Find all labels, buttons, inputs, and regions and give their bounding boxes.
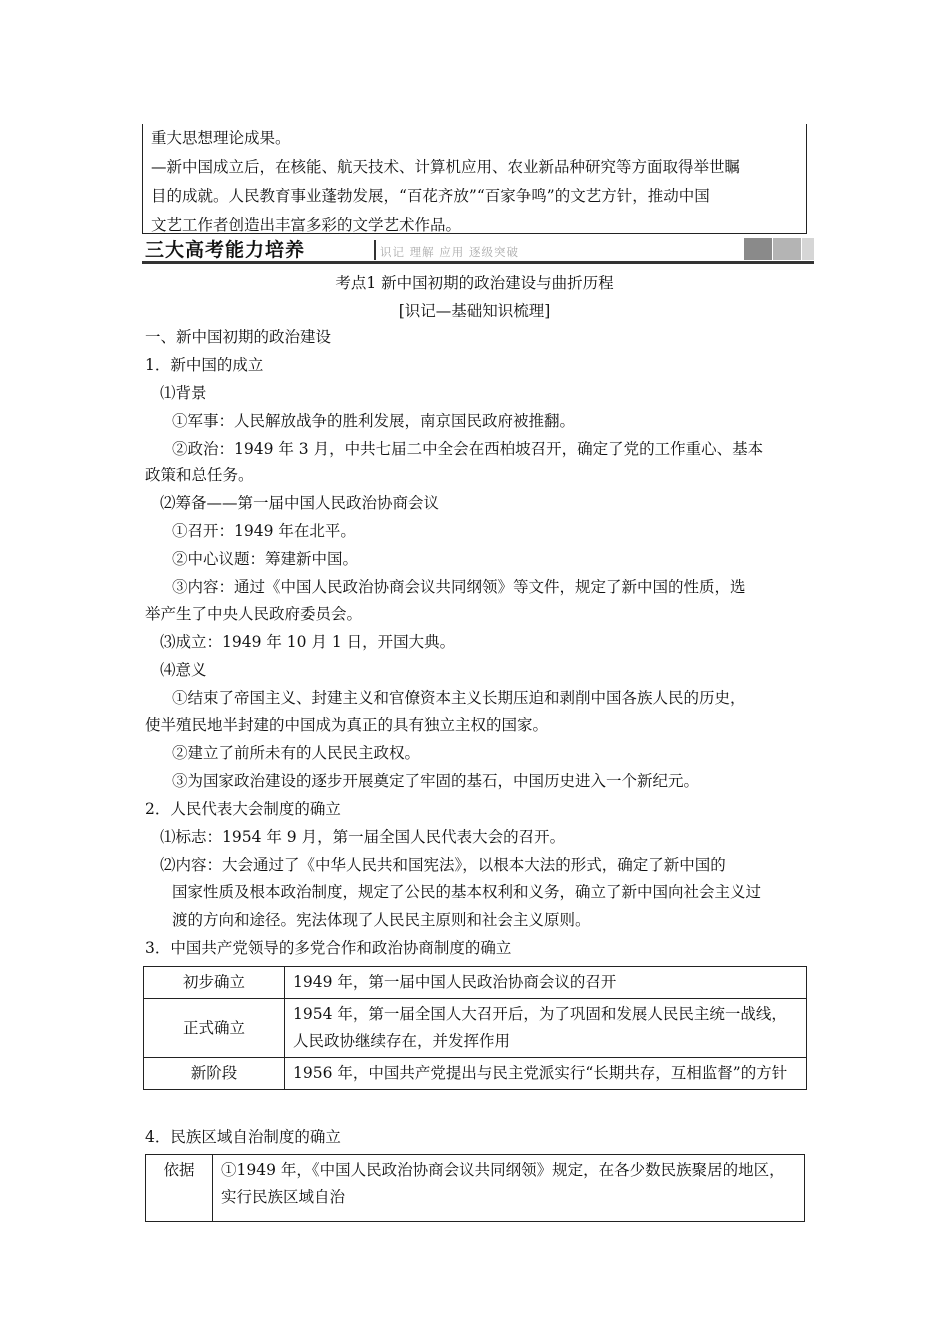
text-line: 政策和总任务。	[145, 466, 254, 484]
heading-2: 2．人民代表大会制度的确立	[145, 800, 341, 818]
banner-subtitle: 识记 理解 应用 逐级突破	[380, 245, 519, 259]
subheading: ⑵筹备——第一届中国人民政治协商会议	[160, 494, 440, 512]
heading-2: 4．民族区域自治制度的确立	[145, 1128, 341, 1146]
table-row	[146, 1155, 805, 1222]
table-value: 1956 年，中国共产党提出与民主党派实行“长期共存，互相监督”的方针	[285, 1058, 807, 1090]
table-value: 1949 年，第一届中国人民政治协商会议的召开	[285, 967, 807, 999]
text-line: ①召开：1949 年在北平。	[172, 522, 356, 540]
table-row	[144, 999, 807, 1058]
table-row	[144, 967, 807, 999]
subheading: ⑴背景	[160, 384, 207, 402]
banner-title: 三大高考能力培养	[145, 239, 306, 261]
box-line: 目的成就。人民教育事业蓬勃发展，“百花齐放”“百家争鸣”的文艺方针，推动中国	[151, 187, 710, 205]
subheading: ⑷意义	[160, 661, 207, 679]
text-line: 使半殖民地半封建的中国成为真正的具有独立主权的国家。	[145, 716, 549, 734]
subheading: ⑶成立：1949 年 10 月 1 日，开国大典。	[160, 633, 456, 651]
text-line: ②中心议题：筹建新中国。	[172, 550, 359, 568]
text-line: ③内容：通过《中国人民政治协商会议共同纲领》等文件，规定了新中国的性质，选	[172, 578, 746, 596]
text-line: ③为国家政治建设的逐步开展奠定了牢固的基石，中国历史进入一个新纪元。	[172, 772, 700, 790]
multiparty-table	[143, 966, 807, 1090]
banner-rule	[142, 261, 814, 264]
table-value: ①1949 年，《中国人民政治协商会议共同纲领》规定，在各少数民族聚居的地区，实行民族区域自治	[213, 1155, 805, 1222]
section-banner	[142, 238, 814, 264]
text-line: ①军事：人民解放战争的胜利发展，南京国民政府被推翻。	[172, 412, 576, 430]
heading-2: 3．中国共产党领导的多党合作和政治协商制度的确立	[145, 939, 512, 957]
table-value: 1954 年，第一届全国人大召开后，为了巩固和发展人民民主统一战线，人民政协继续存在，并发挥作用	[285, 999, 807, 1058]
text-line: 国家性质及根本政治制度，规定了公民的基本权利和义务，确立了新中国向社会主义过	[172, 883, 762, 901]
table-row	[144, 1058, 807, 1090]
section-title: 考点1 新中国初期的政治建设与曲折历程	[335, 274, 614, 292]
banner-block	[802, 238, 814, 260]
box-line: 重大思想理论成果。	[151, 129, 291, 147]
heading-2: 1．新中国的成立	[145, 356, 264, 374]
banner-block	[744, 238, 772, 260]
table-key: 正式确立	[144, 999, 285, 1058]
table-key: 新阶段	[144, 1058, 285, 1090]
text-line: ②政治：1949 年 3 月，中共七届二中全会在西柏坡召开，确定了党的工作重心、基本	[172, 440, 764, 458]
text-line: ②建立了前所未有的人民民主政权。	[172, 744, 421, 762]
banner-block	[773, 238, 801, 260]
subheading: ⑴标志：1954 年 9 月，第一届全国人民代表大会的召开。	[160, 828, 566, 846]
autonomy-table	[145, 1154, 805, 1222]
heading-1: 一、新中国初期的政治建设	[145, 328, 332, 346]
section-subtitle: [识记—基础知识梳理]	[398, 302, 551, 320]
table-key: 初步确立	[144, 967, 285, 999]
subheading: ⑵内容：大会通过了《中华人民共和国宪法》，以根本大法的形式，确定了新中国的	[160, 856, 726, 874]
summary-box	[142, 124, 807, 234]
box-line: —新中国成立后，在核能、航天技术、计算机应用、农业新品种研究等方面取得举世瞩	[151, 158, 741, 176]
text-line: ①结束了帝国主义、封建主义和官僚资本主义长期压迫和剥削中国各族人民的历史，	[172, 689, 746, 707]
text-line: 渡的方向和途径。宪法体现了人民民主原则和社会主义原则。	[172, 911, 591, 929]
banner-separator	[374, 240, 376, 260]
text-line: 举产生了中央人民政府委员会。	[145, 605, 363, 623]
box-line: 文艺工作者创造出丰富多彩的文学艺术作品。	[151, 216, 462, 234]
table-key: 依据	[146, 1155, 213, 1222]
